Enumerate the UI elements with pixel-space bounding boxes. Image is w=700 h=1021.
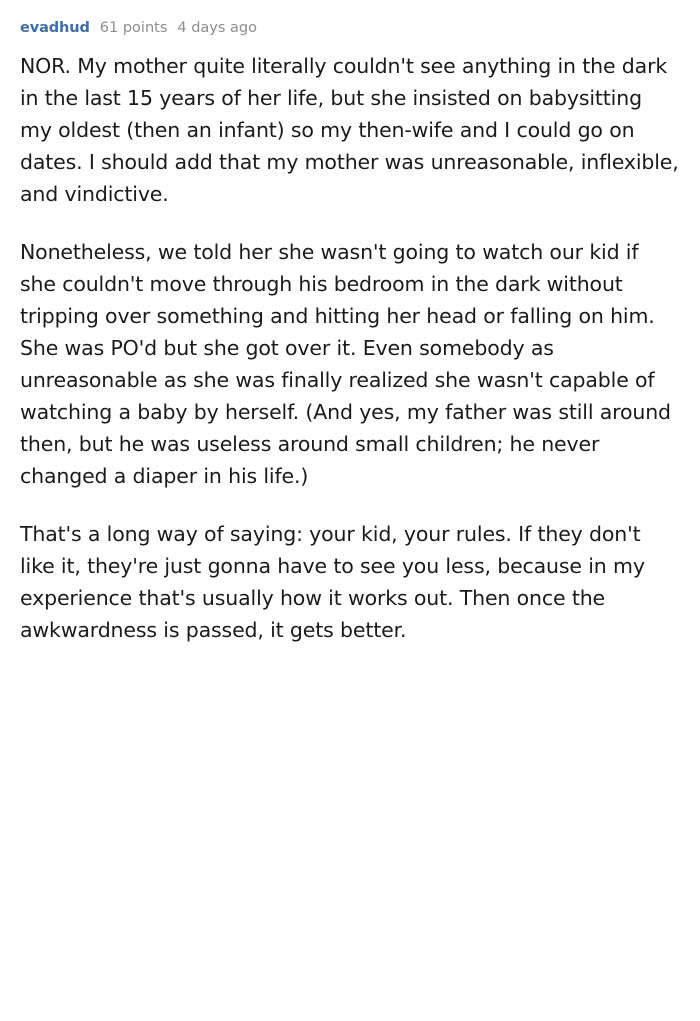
comment-paragraph-2: Nonetheless, we told her she wasn't going to watch our kid if she couldn't move through his bedroom in the dark without tripping over something and hitting her head or falling on him. She was PO'd but she got over it. Even somebody as unreasonable as she was finally realized she wasn't capable of watching a baby by herself. (And yes, my father was still around then, but he was useless around small children; he never changed a diaper in his life.) <box>20 240 671 489</box>
comment-paragraph-3: That's a long way of saying: your kid, your rules. If they don't like it, they're just gonna have to see you less, because in my experience that's usually how it works out. Then once the awkwardness is passed, it gets better. <box>20 521 645 642</box>
comment-body <box>20 51 680 646</box>
comment-timestamp: 4 days ago <box>177 20 258 36</box>
comment-score: 61 points <box>99 20 168 36</box>
comment-header <box>20 20 680 37</box>
comment-paragraph-1: NOR. My mother quite literally couldn't see anything in the dark in the last 15 years of her life, but she insisted on babysitting my oldest (then an infant) so my then-wife and I could go on dates. I should add that my mother was unreasonable, inflexible, and vindictive. <box>20 54 679 207</box>
comment-author[interactable]: evadhud <box>20 20 90 36</box>
